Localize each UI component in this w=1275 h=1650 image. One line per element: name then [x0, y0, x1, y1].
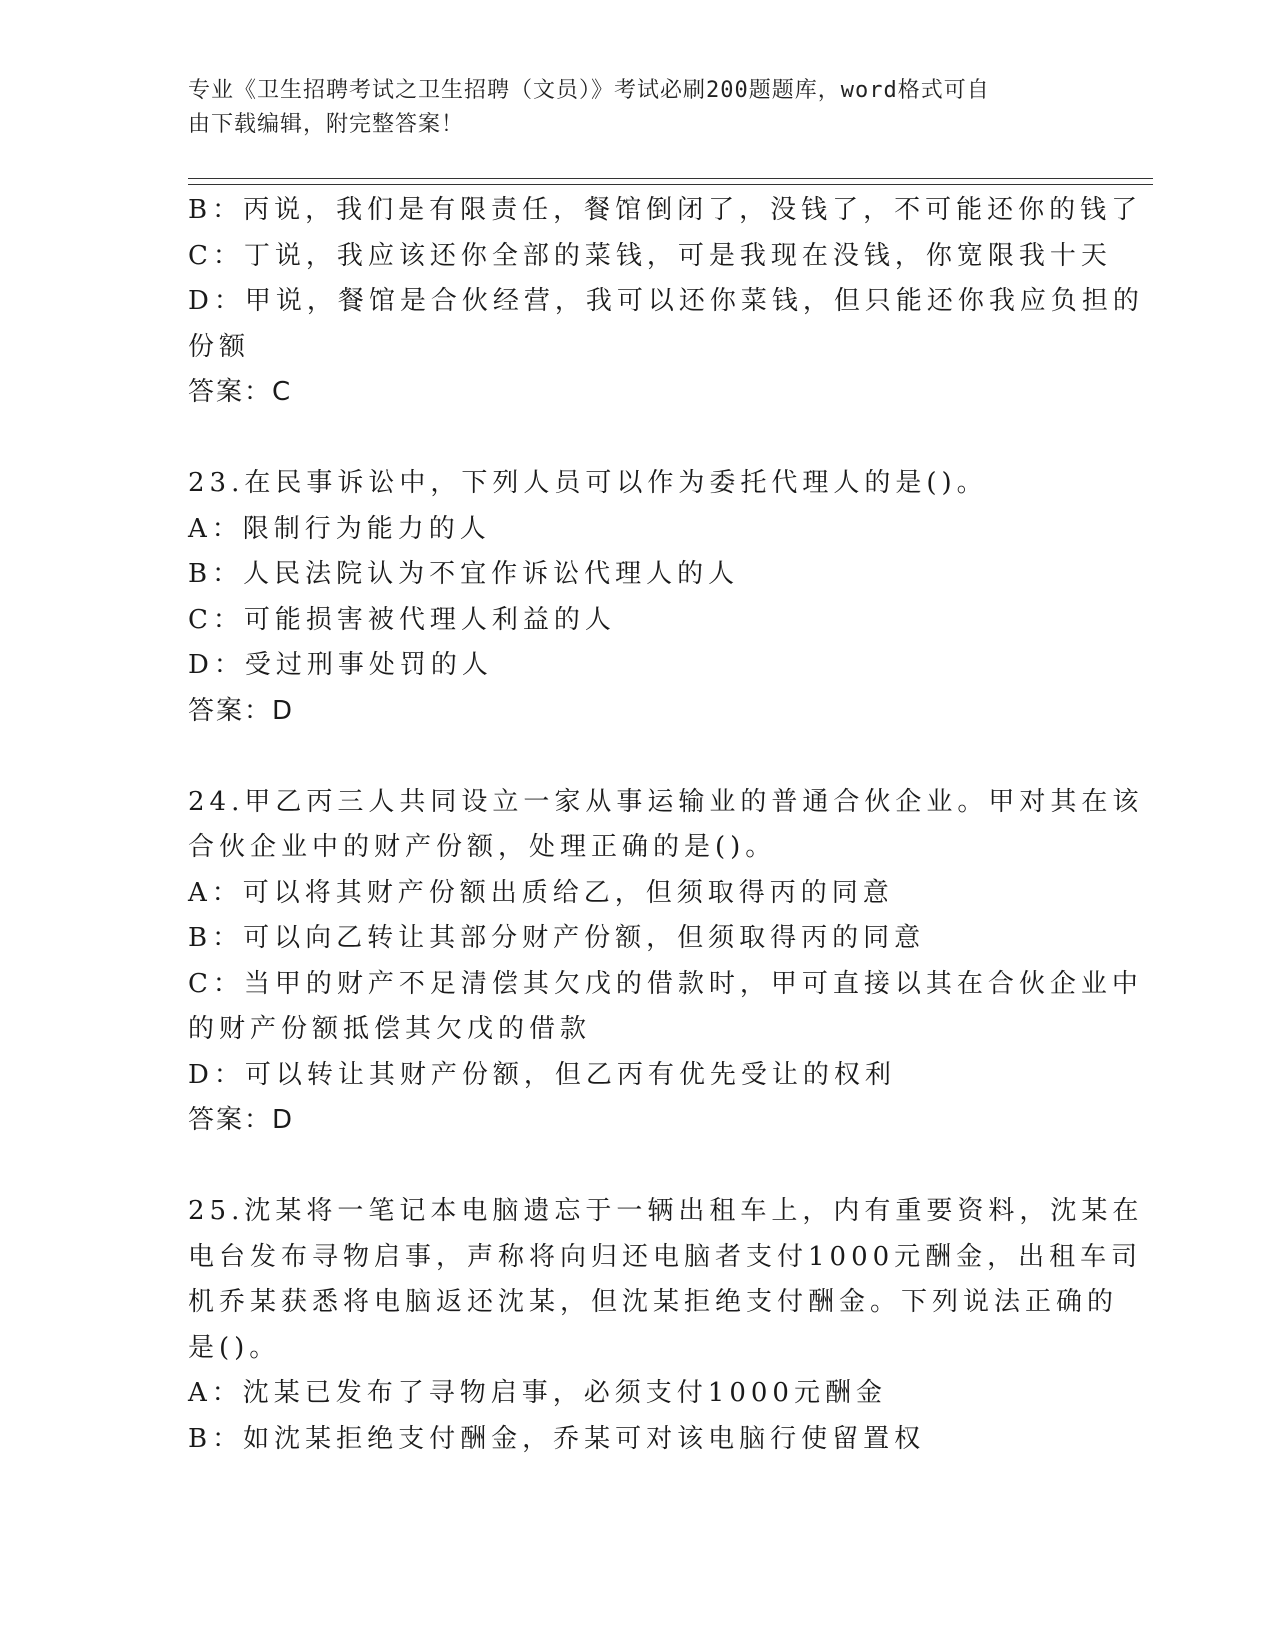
option-a: A：限制行为能力的人	[188, 513, 491, 544]
question-23	[188, 461, 1088, 734]
spacer	[188, 416, 1088, 462]
question-stem-continued: 电台发布寻物启事，声称将向归还电脑者支付1000元酬金，出租车司	[188, 1241, 1143, 1272]
document-header	[188, 74, 1068, 142]
header-title-line-1: 专业《卫生招聘考试之卫生招聘（文员）》考试必刷200题题库，word格式可自	[188, 78, 990, 103]
option-d-continued: 份额	[188, 331, 251, 362]
question-stem: 25.沈某将一笔记本电脑遗忘于一辆出租车上，内有重要资料，沈某在	[188, 1196, 1144, 1226]
header-title-line-2: 由下载编辑，附完整答案！	[188, 112, 465, 137]
answer-label: 答案：C	[188, 377, 293, 407]
question-22-continued	[188, 188, 1144, 416]
option-c: C：可能损害被代理人利益的人	[188, 604, 616, 635]
question-stem-continued: 合伙企业中的财产份额，处理正确的是()。	[188, 832, 777, 862]
option-c: C：当甲的财产不足清偿其欠戊的借款时，甲可直接以其在合伙企业中	[188, 968, 1143, 999]
document-body	[188, 188, 1144, 1462]
answer-label: 答案：D	[188, 695, 295, 726]
spacer	[188, 734, 1088, 780]
option-d: D：可以转让其财产份额，但乙丙有优先受让的权利	[188, 1059, 896, 1090]
option-b: B：可以向乙转让其部分财产份额，但须取得丙的同意	[188, 923, 926, 953]
option-c-continued: 的财产份额抵偿其欠戊的借款	[188, 1014, 592, 1044]
option-d: D：甲说，餐馆是合伙经营，我可以还你菜钱，但只能还你我应负担的	[188, 286, 1144, 316]
option-b: B：丙说，我们是有限责任，餐馆倒闭了，没钱了，不可能还你的钱了	[188, 195, 1143, 225]
question-stem-continued: 是()。	[188, 1332, 281, 1363]
question-stem-continued: 机乔某获悉将电脑返还沈某，但沈某拒绝支付酬金。下列说法正确的	[188, 1287, 1119, 1317]
option-b: B：人民法院认为不宜作诉讼代理人的人	[188, 559, 740, 589]
question-stem: 24.甲乙丙三人共同设立一家从事运输业的普通合伙企业。甲对其在该	[188, 786, 1144, 817]
option-c: C：丁说，我应该还你全部的菜钱，可是我现在没钱，你宽限我十天	[188, 240, 1112, 271]
question-25	[188, 1189, 1144, 1462]
option-b: B：如沈某拒绝支付酬金，乔某可对该电脑行使留置权	[188, 1423, 926, 1454]
question-24	[188, 780, 1144, 1144]
answer-label: 答案：D	[188, 1105, 295, 1135]
question-stem: 23.在民事诉讼中，下列人员可以作为委托代理人的是()。	[188, 468, 988, 498]
option-d: D：受过刑事处罚的人	[188, 650, 493, 680]
spacer	[188, 1144, 1088, 1190]
header-double-rule	[188, 178, 1153, 185]
option-a: A：可以将其财产份额出质给乙，但须取得丙的同意	[188, 877, 894, 908]
option-a: A：沈某已发布了寻物启事，必须支付1000元酬金	[188, 1378, 887, 1408]
